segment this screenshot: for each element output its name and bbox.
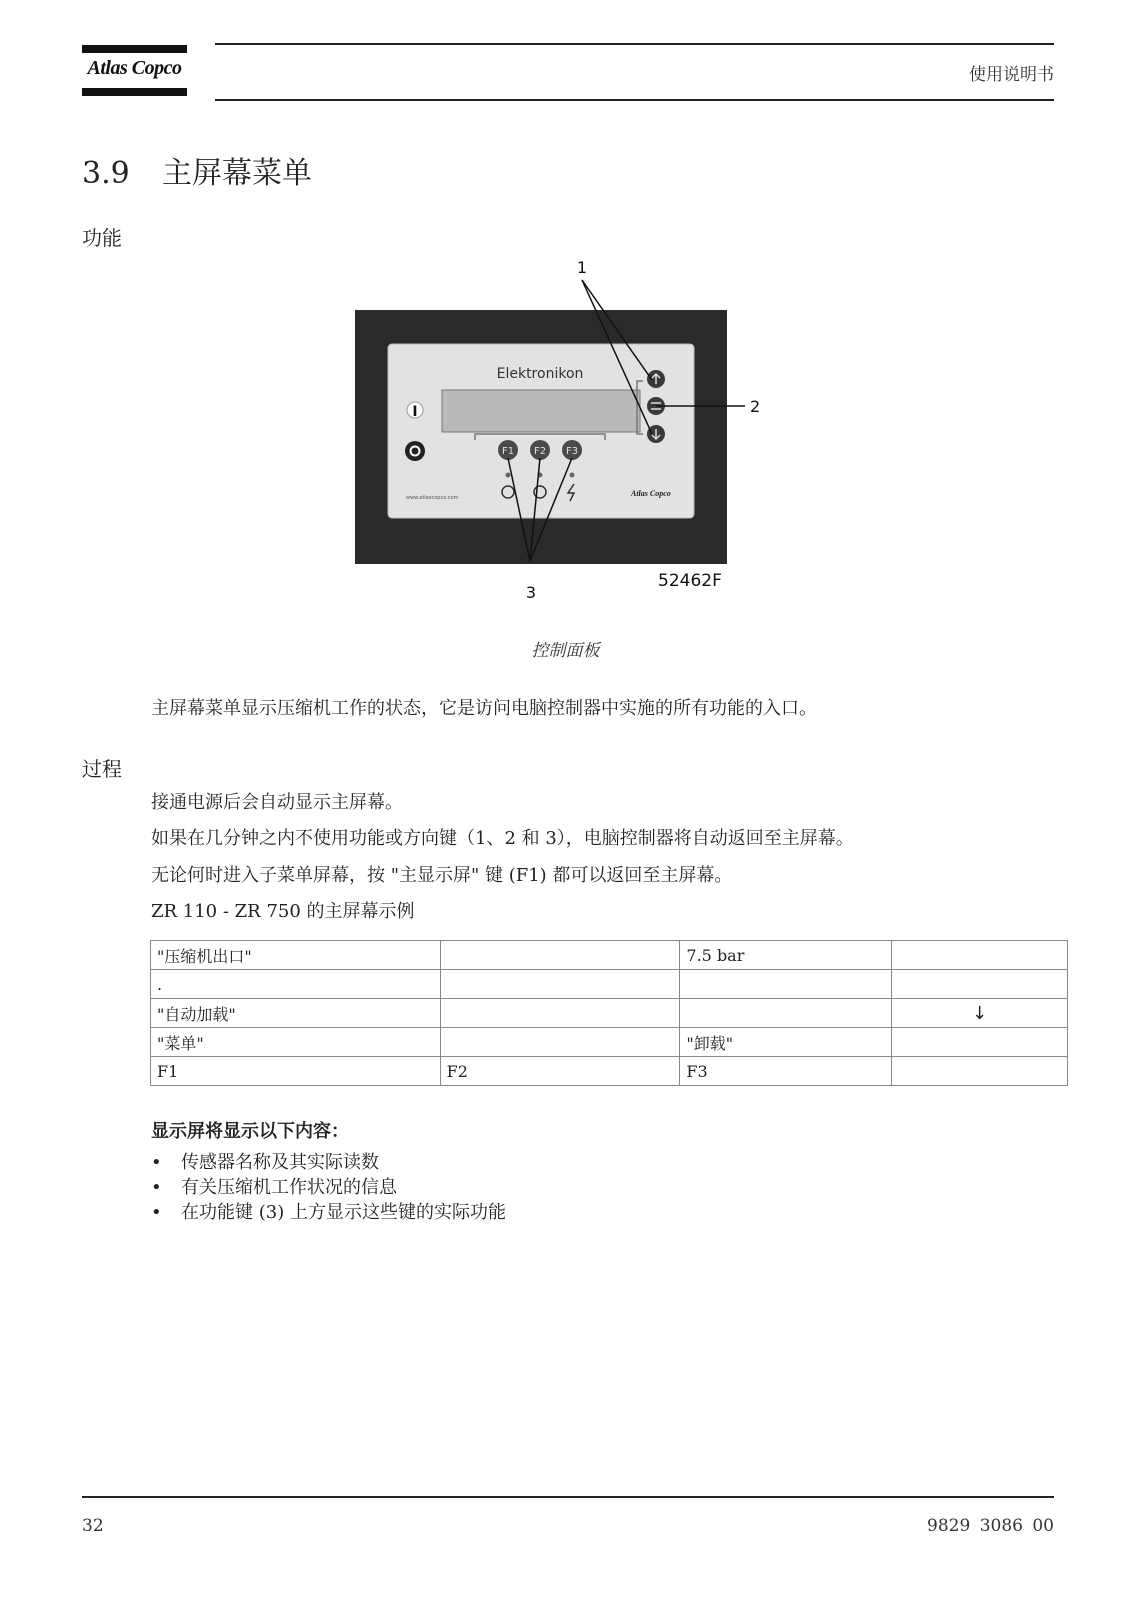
table-cell: 7.5 bar [680, 941, 892, 970]
intro-paragraph: 主屏幕菜单显示压缩机工作的状态，它是访问电脑控制器中实施的所有功能的入口。 [151, 698, 817, 719]
table-cell [892, 941, 1068, 970]
page-number: 32 [82, 1516, 104, 1536]
table-cell: . [151, 970, 441, 999]
list-item [151, 1200, 506, 1225]
table-row [151, 1028, 1068, 1057]
table-cell [892, 970, 1068, 999]
stop-button [405, 441, 425, 461]
table-cell [680, 970, 892, 999]
section-title-text: 主屏幕菜单 [162, 156, 312, 191]
led-3 [570, 473, 575, 478]
table-cell: "菜单" [151, 1028, 441, 1057]
bullet-dot: • [151, 1152, 162, 1173]
process-line-1: 接通电源后会自动显示主屏幕。 [151, 792, 403, 813]
header-rule-top [215, 43, 1054, 45]
figure-caption: 控制面板 [531, 641, 600, 661]
f2-key-label: F2 [533, 446, 547, 457]
doc-title: 使用说明书 [969, 65, 1054, 85]
table-row [151, 1057, 1068, 1086]
panel-brand-small: Atlas Copco [631, 489, 671, 498]
function-heading: 功能 [82, 226, 122, 250]
table-cell: F3 [680, 1057, 892, 1086]
footer-rule [82, 1496, 1054, 1498]
bullet-dot: • [151, 1177, 162, 1198]
table-cell [440, 1028, 680, 1057]
table-cell [680, 999, 892, 1028]
table-row [151, 999, 1068, 1028]
table-cell [440, 970, 680, 999]
process-heading: 过程 [82, 757, 122, 781]
list-item-text: 传感器名称及其实际读数 [181, 1152, 379, 1173]
document-code: 9829 3086 00 [927, 1516, 1054, 1536]
logo-bar-bottom [82, 88, 187, 96]
list-item-text: 有关压缩机工作状况的信息 [181, 1177, 397, 1198]
callout-2-label: 2 [750, 397, 760, 416]
f3-key-label: F3 [565, 446, 579, 457]
table-cell: "压缩机出口" [151, 941, 441, 970]
panel-website: www.atlascopco.com [406, 495, 459, 501]
table-cell [440, 999, 680, 1028]
table-cell [440, 941, 680, 970]
section-title [82, 148, 312, 192]
table-cell: F1 [151, 1057, 441, 1086]
panel-brand: Elektronikon [496, 366, 584, 382]
process-line-4: ZR 110 - ZR 750 的主屏幕示例 [151, 901, 415, 922]
table-cell: "自动加载" [151, 999, 441, 1028]
display-heading: 显示屏将显示以下内容： [151, 1121, 349, 1142]
table-row [151, 941, 1068, 970]
list-item [151, 1150, 506, 1175]
panel-display [442, 390, 640, 432]
process-line-2: 如果在几分钟之内不使用功能或方向键（1、2 和 3），电脑控制器将自动返回至主屏幕。 [151, 828, 854, 849]
display-bullet-list [151, 1150, 506, 1225]
header-rule-bottom [215, 99, 1054, 101]
control-panel-figure [340, 258, 760, 620]
logo-bar-top [82, 45, 187, 53]
callout-3-label: 3 [525, 583, 537, 602]
table-cell [892, 1057, 1068, 1086]
f1-key-label: F1 [501, 446, 515, 457]
table-cell: "卸载" [680, 1028, 892, 1057]
process-line-3: 无论何时进入子菜单屏幕，按 "主显示屏" 键 (F1) 都可以返回至主屏幕。 [151, 865, 733, 886]
down-arrow-icon: ↓ [892, 999, 1068, 1028]
list-item-text: 在功能键 (3) 上方显示这些键的实际功能 [181, 1202, 506, 1223]
main-screen-example-table [150, 940, 1068, 1086]
figure-code: 52462F [658, 571, 722, 591]
list-item [151, 1175, 506, 1200]
brand-logo: Atlas Copco [87, 57, 182, 79]
section-number: 3.9 [82, 156, 130, 191]
table-row [151, 970, 1068, 999]
bullet-dot: • [151, 1202, 162, 1223]
start-button-glyph: I [412, 404, 418, 420]
led-1 [506, 473, 511, 478]
table-cell: F2 [440, 1057, 680, 1086]
callout-1-label: 1 [576, 258, 588, 277]
table-cell [892, 1028, 1068, 1057]
